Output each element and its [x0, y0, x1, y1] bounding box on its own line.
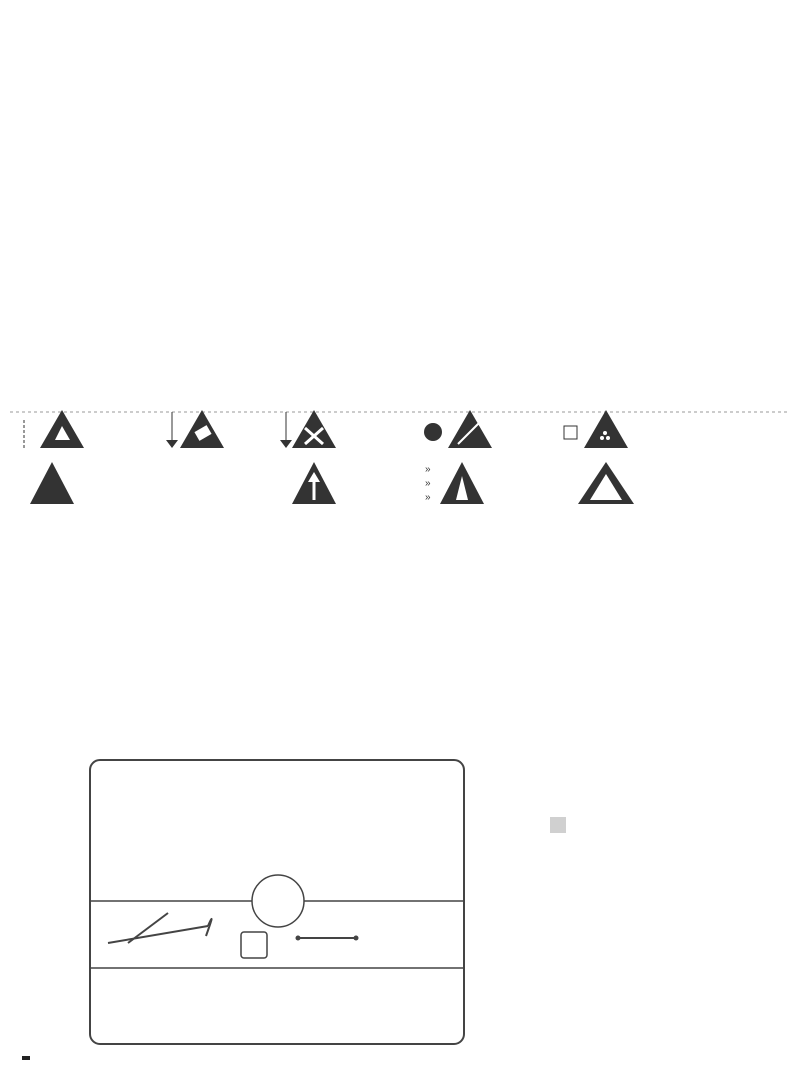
- spec-column-uk: [20, 28, 252, 34]
- drill-icon: [425, 462, 484, 504]
- frame-part-3: [108, 913, 212, 943]
- no-glue-icon: [280, 410, 336, 448]
- scissors-cut-icon: [24, 410, 84, 448]
- symbol-icons: [0, 400, 798, 512]
- glue-tube-icon: [166, 410, 224, 448]
- sprue-frame-drawing: [88, 758, 468, 1048]
- apply-decal-icon: [564, 410, 628, 448]
- frame-part-4: [296, 936, 359, 941]
- svg-text:»: »: [425, 478, 431, 489]
- spec-column-en: [288, 28, 520, 34]
- svg-text:»: »: [425, 464, 431, 475]
- instructions-uk: [20, 176, 252, 182]
- svg-text:»: »: [425, 492, 431, 503]
- repeat-left-right-icon: [30, 462, 74, 504]
- bend-arrow-icon: [292, 462, 336, 504]
- kit-contents: [550, 908, 580, 912]
- working-steps-icon: [578, 462, 634, 504]
- unused-parts-swatch: [550, 817, 566, 833]
- kit-code-badge: [22, 1056, 30, 1060]
- instructions-de: [542, 176, 774, 182]
- spec-column-de: [542, 28, 774, 34]
- paint-brush-icon: [424, 410, 492, 448]
- instructions-en: [288, 176, 520, 182]
